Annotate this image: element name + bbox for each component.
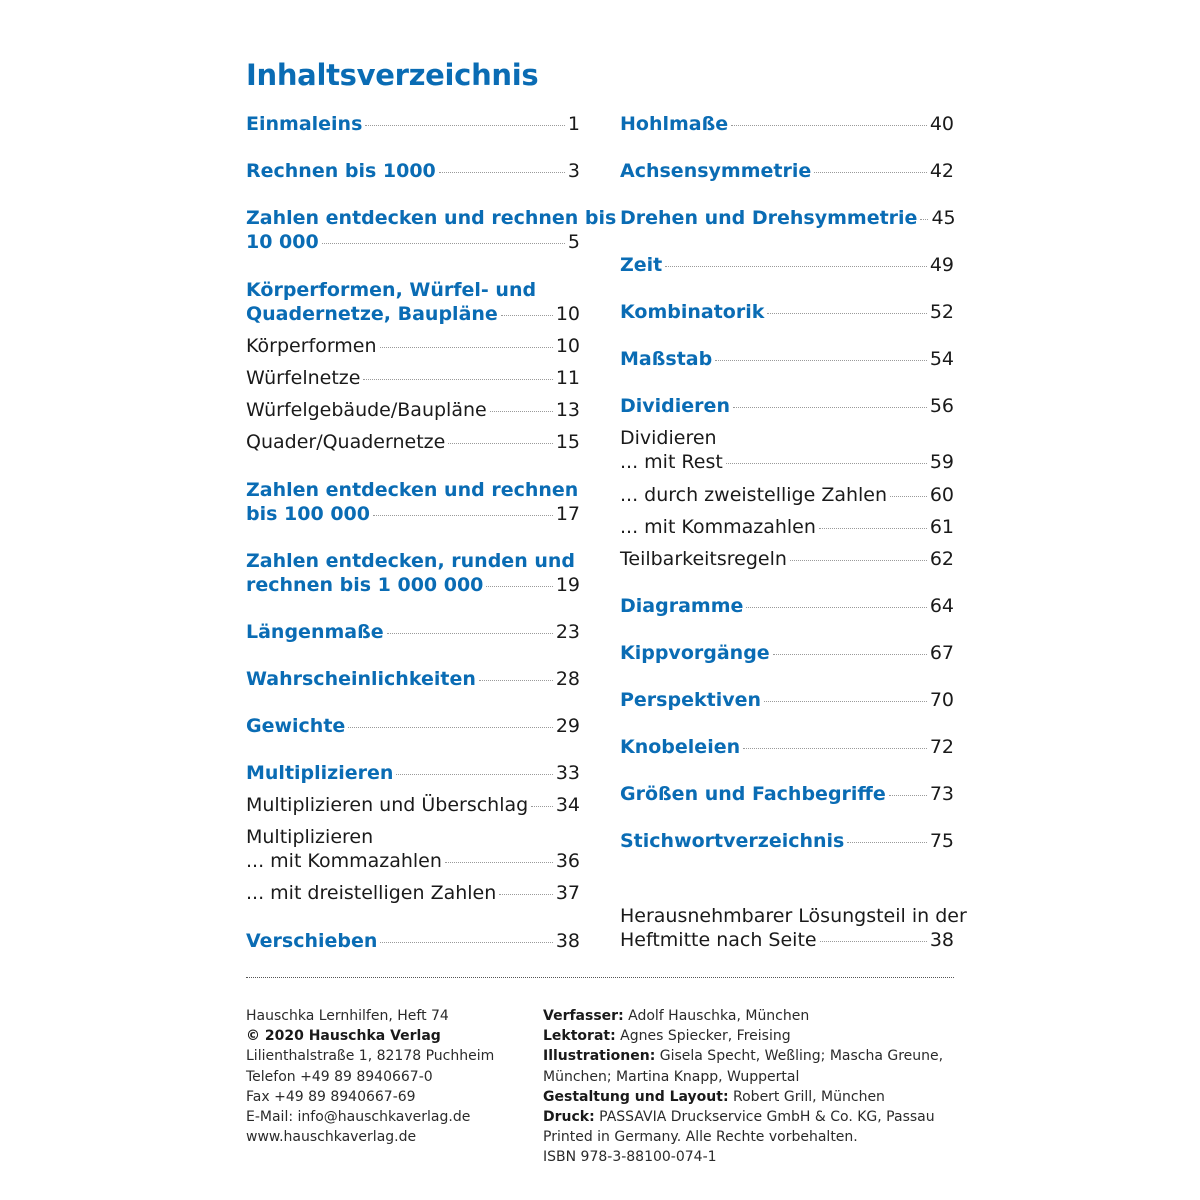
toc-entry-row xyxy=(246,366,580,390)
toc-page-number: 62 xyxy=(929,548,954,570)
toc-subentry[interactable] xyxy=(246,430,580,454)
dot-leader xyxy=(448,443,552,444)
toc-entry-title: Multiplizieren xyxy=(246,762,394,784)
toc-entry-row xyxy=(246,667,580,691)
toc-entry-title: Knobeleien xyxy=(620,736,741,758)
toc-entry-row xyxy=(620,300,954,324)
toc-page-number: 17 xyxy=(555,503,580,525)
toc-entry-title: Würfelgebäude/Baupläne xyxy=(246,399,487,421)
imprint-line: Telefon +49 89 8940667-0 xyxy=(246,1068,433,1085)
toc-subentry[interactable] xyxy=(620,547,954,571)
dot-leader xyxy=(531,806,553,807)
dot-leader xyxy=(819,528,927,529)
toc-entry[interactable] xyxy=(620,641,954,665)
toc-page-number: 33 xyxy=(555,762,580,784)
imprint-line: E-Mail: info@hauschkaverlag.de xyxy=(246,1109,471,1126)
dot-leader xyxy=(348,727,553,728)
toc-entry[interactable] xyxy=(620,112,954,136)
imprint-credits xyxy=(543,1006,953,1168)
toc-entry-title: Längenmaße xyxy=(246,621,384,643)
dot-leader xyxy=(889,795,927,796)
toc-entry-title: Quader/Quadernetze xyxy=(246,431,446,453)
toc-entry-row xyxy=(620,594,954,618)
toc-entry-title-line: Multiplizieren xyxy=(246,826,374,848)
toc-subentry[interactable] xyxy=(246,793,580,817)
toc-subentry[interactable] xyxy=(246,881,580,905)
toc-entry-title: Drehen und Drehsymmetrie xyxy=(620,207,918,229)
toc-page-number: 19 xyxy=(555,574,580,596)
toc-entry-row xyxy=(620,159,954,183)
toc-entry-title-line: Zahlen entdecken und rechnen xyxy=(246,479,579,501)
credit-line xyxy=(543,1147,953,1167)
toc-page-number: 75 xyxy=(929,830,954,852)
toc-entry[interactable] xyxy=(620,594,954,618)
dot-leader xyxy=(665,266,927,267)
toc-page-number: 10 xyxy=(555,303,580,325)
credit-label: Verfasser: xyxy=(543,1008,624,1024)
toc-subentry[interactable] xyxy=(246,334,580,358)
imprint-line: Lilienthalstraße 1, 82178 Puchheim xyxy=(246,1048,495,1065)
dot-leader xyxy=(746,607,926,608)
toc-entry-title: Wahrscheinlichkeiten xyxy=(246,668,476,690)
dot-leader xyxy=(920,219,928,220)
toc-subentry[interactable] xyxy=(620,483,954,507)
toc-entry-row xyxy=(246,714,580,738)
toc-entry[interactable] xyxy=(620,206,954,230)
credit-value: Gisela Specht, Weßling; Mascha Greune, xyxy=(655,1048,944,1065)
toc-entry-title-line: Körperformen, Würfel- und xyxy=(246,279,537,301)
credit-value: Agnes Spiecker, Freising xyxy=(615,1028,791,1045)
toc-entry-title: Würfelnetze xyxy=(246,367,361,389)
toc-entry[interactable] xyxy=(620,394,954,418)
imprint-line: Hauschka Lernhilfen, Heft 74 xyxy=(246,1008,449,1024)
dot-leader xyxy=(486,586,552,587)
toc-page-number: 1 xyxy=(567,113,580,135)
toc-entry-row xyxy=(620,253,954,277)
toc-subentry[interactable] xyxy=(246,398,580,422)
toc-entry-row xyxy=(620,515,954,539)
toc-entry-row xyxy=(620,483,954,507)
toc-entry-title: Verschieben xyxy=(246,930,378,952)
toc-entry-row xyxy=(620,782,954,806)
toc-entry-row xyxy=(620,641,954,665)
toc-page-number: 73 xyxy=(929,783,954,805)
dot-leader xyxy=(820,941,927,942)
toc-page-number: 70 xyxy=(929,689,954,711)
dot-leader xyxy=(479,680,553,681)
toc-entry[interactable] xyxy=(620,253,954,277)
toc-entry-title: Diagramme xyxy=(620,595,744,617)
credit-line xyxy=(543,1067,953,1087)
toc-entry[interactable] xyxy=(246,761,580,785)
credit-value: PASSAVIA Druckservice GmbH & Co. KG, Passau xyxy=(594,1109,935,1126)
toc-page-number: 38 xyxy=(929,929,954,951)
divider xyxy=(246,977,954,978)
dot-leader xyxy=(847,842,926,843)
toc-entry[interactable] xyxy=(246,714,580,738)
toc-page-number: 11 xyxy=(555,367,580,389)
credit-line xyxy=(543,1026,953,1046)
credit-line xyxy=(543,1127,953,1147)
toc-entry-row xyxy=(246,159,580,183)
toc-entry-row xyxy=(620,829,954,853)
dot-leader xyxy=(373,515,553,516)
toc-entry[interactable] xyxy=(620,829,954,853)
toc-entry-title: ... mit Kommazahlen xyxy=(246,850,442,872)
toc-entry-title: 10 000 xyxy=(246,231,319,253)
toc-page-number: 5 xyxy=(567,231,580,253)
toc-page-number: 10 xyxy=(555,335,580,357)
toc-page-number: 56 xyxy=(929,395,954,417)
toc-entry[interactable] xyxy=(246,620,580,644)
dot-leader xyxy=(814,172,927,173)
toc-entry[interactable] xyxy=(620,688,954,712)
dot-leader xyxy=(773,654,927,655)
toc-entry-title: Zeit xyxy=(620,254,663,276)
toc-entry-title: Stichwortverzeichnis xyxy=(620,830,845,852)
toc-entry-title: Perspektiven xyxy=(620,689,762,711)
toc-entry-row xyxy=(620,206,954,230)
toc-entry-title: Maßstab xyxy=(620,348,713,370)
imprint-line: © 2020 Hauschka Verlag xyxy=(246,1028,441,1045)
toc-entry-row xyxy=(246,398,580,422)
toc-page-number: 34 xyxy=(555,794,580,816)
toc-subentry[interactable] xyxy=(620,426,954,474)
imprint-line: Fax +49 89 8940667-69 xyxy=(246,1088,416,1105)
toc-page-number: 64 xyxy=(929,595,954,617)
credit-label: Illustrationen: xyxy=(543,1048,656,1065)
toc-entry-title: Hohlmaße xyxy=(620,113,729,135)
dot-leader xyxy=(363,379,552,380)
toc-entry[interactable] xyxy=(246,478,580,526)
credit-value: ISBN 978-3-88100-074-1 xyxy=(543,1149,717,1166)
toc-entry-row xyxy=(620,688,954,712)
toc-entry-row xyxy=(246,761,580,785)
toc-page-number: 59 xyxy=(929,451,954,473)
toc-entry-row xyxy=(246,230,580,254)
toc-page-number: 23 xyxy=(555,621,580,643)
toc-entry-row xyxy=(246,793,580,817)
toc-entry-title: Kombinatorik xyxy=(620,301,765,323)
imprint-publisher xyxy=(246,1006,526,1147)
toc-page-number: 67 xyxy=(929,642,954,664)
toc-entry-row xyxy=(246,302,580,326)
credit-label: Gestaltung und Layout: xyxy=(543,1088,729,1105)
toc-entry[interactable] xyxy=(620,159,954,183)
toc-entry[interactable] xyxy=(620,782,954,806)
toc-entry-row xyxy=(246,620,580,644)
dot-leader xyxy=(501,315,553,316)
toc-entry-row xyxy=(246,502,580,526)
toc-page-number: 40 xyxy=(929,113,954,135)
dot-leader xyxy=(380,347,553,348)
toc-entry-title: rechnen bis 1 000 000 xyxy=(246,574,484,596)
dot-leader xyxy=(322,243,565,244)
toc-entry-title: Multiplizieren und Überschlag xyxy=(246,794,529,816)
toc-entry-row xyxy=(620,928,954,952)
toc-entry-title: Quadernetze, Baupläne xyxy=(246,303,498,325)
toc-page-number: 45 xyxy=(931,207,956,229)
toc-entry[interactable] xyxy=(246,112,580,136)
toc-subentry[interactable] xyxy=(620,515,954,539)
toc-entry-row xyxy=(246,881,580,905)
dot-leader xyxy=(396,774,552,775)
credit-value: Adolf Hauschka, München xyxy=(623,1008,810,1024)
toc-entry-title: ... mit dreistelligen Zahlen xyxy=(246,882,497,904)
toc-page-number: 60 xyxy=(929,484,954,506)
toc-entry-row xyxy=(246,334,580,358)
toc-page-number: 38 xyxy=(555,930,580,952)
imprint-line: www.hauschkaverlag.de xyxy=(246,1129,417,1146)
toc-entry-title: Gewichte xyxy=(246,715,346,737)
dot-leader xyxy=(743,748,927,749)
toc-entry-title: ... mit Rest xyxy=(620,451,723,473)
credit-line xyxy=(543,1107,953,1127)
toc-entry[interactable] xyxy=(620,735,954,759)
toc-entry-title: Einmaleins xyxy=(246,113,363,135)
toc-subentry[interactable] xyxy=(620,904,967,952)
toc-page-number: 13 xyxy=(555,399,580,421)
dot-leader xyxy=(715,360,927,361)
toc-page-number: 37 xyxy=(555,882,580,904)
toc-entry-row xyxy=(620,112,954,136)
toc-entry-row xyxy=(246,112,580,136)
toc-entry[interactable] xyxy=(246,667,580,691)
toc-entry-title: Größen und Fachbegriffe xyxy=(620,783,886,805)
dot-leader xyxy=(490,411,553,412)
toc-entry[interactable] xyxy=(246,549,580,597)
dot-leader xyxy=(380,942,552,943)
toc-page-number: 36 xyxy=(555,850,580,872)
toc-subentry[interactable] xyxy=(246,366,580,390)
toc-page-number: 15 xyxy=(555,431,580,453)
toc-entry-title: Körperformen xyxy=(246,335,377,357)
toc-page-number: 54 xyxy=(929,348,954,370)
dot-leader xyxy=(499,894,553,895)
toc-entry-title: bis 100 000 xyxy=(246,503,370,525)
dot-leader xyxy=(767,313,926,314)
credit-value: München; Martina Knapp, Wuppertal xyxy=(543,1068,800,1085)
credit-line xyxy=(543,1087,953,1107)
toc-entry-title: Rechnen bis 1000 xyxy=(246,160,436,182)
toc-page-number: 3 xyxy=(567,160,580,182)
toc-entry-title-line: Zahlen entdecken, runden und xyxy=(246,550,575,572)
toc-entry-title: Dividieren xyxy=(620,395,730,417)
toc-entry-title: Kippvorgänge xyxy=(620,642,770,664)
credit-label: Lektorat: xyxy=(543,1028,616,1045)
toc-entry[interactable] xyxy=(246,929,580,953)
dot-leader xyxy=(731,125,927,126)
toc-page-number: 52 xyxy=(929,301,954,323)
toc-page-number: 28 xyxy=(555,668,580,690)
page-title: Inhaltsverzeichnis xyxy=(246,58,539,92)
toc-entry-row xyxy=(620,394,954,418)
dot-leader xyxy=(726,463,927,464)
toc-entry-title-line: Dividieren xyxy=(620,427,717,449)
dot-leader xyxy=(790,560,927,561)
dot-leader xyxy=(733,407,927,408)
toc-entry-title: Heftmitte nach Seite xyxy=(620,929,817,951)
toc-entry-title: ... mit Kommazahlen xyxy=(620,516,816,538)
toc-entry-row xyxy=(620,547,954,571)
toc-entry[interactable] xyxy=(246,159,580,183)
toc-page-number: 49 xyxy=(929,254,954,276)
toc-entry[interactable] xyxy=(246,206,617,254)
toc-entry-title: Achsensymmetrie xyxy=(620,160,812,182)
toc-entry-row xyxy=(246,849,580,873)
toc-entry-title: Teilbarkeitsregeln xyxy=(620,548,787,570)
credit-value: Printed in Germany. Alle Rechte vorbehalten. xyxy=(543,1129,858,1146)
toc-entry-row xyxy=(246,573,580,597)
toc-page-number: 72 xyxy=(929,736,954,758)
toc-page-number: 29 xyxy=(555,715,580,737)
credit-value: Robert Grill, München xyxy=(728,1088,885,1105)
credit-line xyxy=(543,1046,953,1066)
dot-leader xyxy=(764,701,927,702)
toc-entry-row xyxy=(246,929,580,953)
toc-page-number: 61 xyxy=(929,516,954,538)
toc-entry-title: ... durch zweistellige Zahlen xyxy=(620,484,888,506)
toc-entry-row xyxy=(620,450,954,474)
credit-line xyxy=(543,1006,953,1026)
toc-entry[interactable] xyxy=(246,278,580,326)
toc-entry-title-line: Zahlen entdecken und rechnen bis xyxy=(246,207,617,229)
dot-leader xyxy=(445,862,553,863)
dot-leader xyxy=(365,125,565,126)
toc-entry-row xyxy=(620,347,954,371)
toc-entry-row xyxy=(620,735,954,759)
toc-entry-title-line: Herausnehmbarer Lösungsteil in der xyxy=(620,905,967,927)
toc-subentry[interactable] xyxy=(246,825,580,873)
toc-entry-row xyxy=(246,430,580,454)
dot-leader xyxy=(387,633,553,634)
credit-label: Druck: xyxy=(543,1109,595,1126)
dot-leader xyxy=(439,172,565,173)
toc-entry[interactable] xyxy=(620,347,954,371)
toc-entry[interactable] xyxy=(620,300,954,324)
dot-leader xyxy=(890,496,927,497)
toc-page-number: 42 xyxy=(929,160,954,182)
